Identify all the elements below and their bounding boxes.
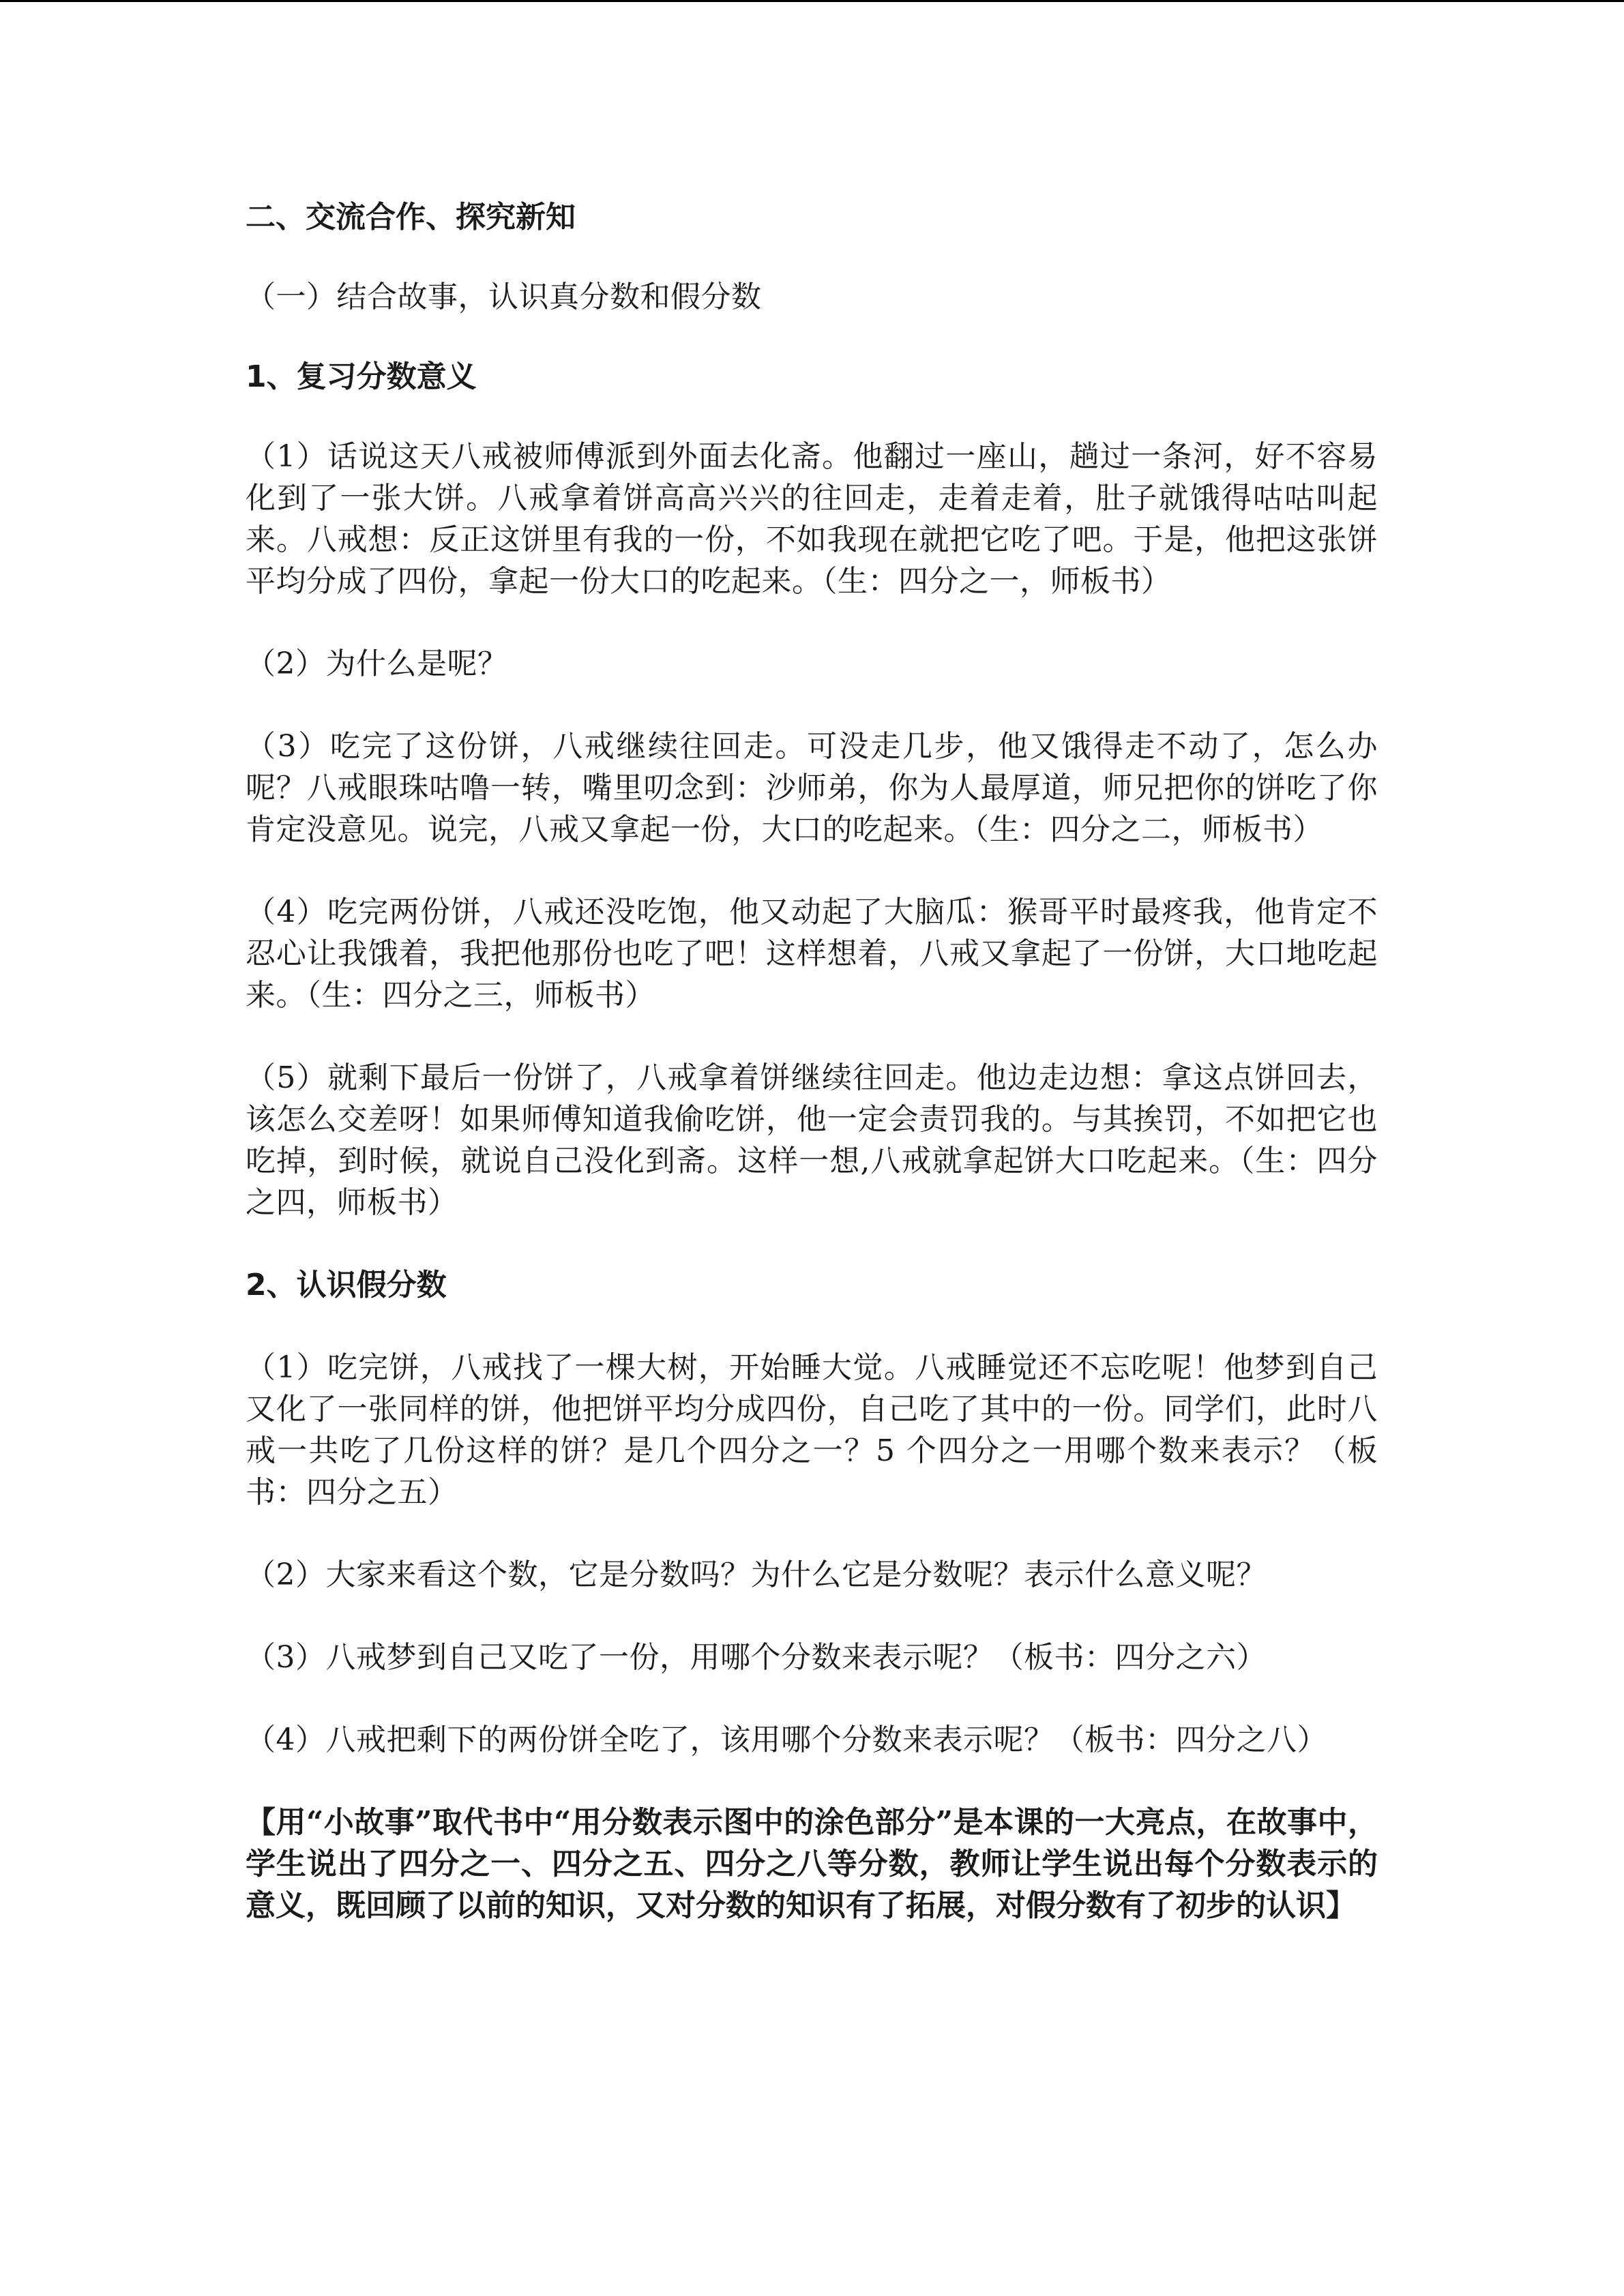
- part-2-item-3: （3）八戒梦到自己又吃了一份，用哪个分数来表示呢？（板书：四分之六）: [246, 1640, 1267, 1675]
- part-1-item-1: （1）话说这天八戒被师傅派到外面去化斋。他翻过一座山，趟过一条河，好不容易化到了一张大饼。八戒拿着饼高高兴兴的往回走，走着走着，肚子就饿得咕咕叫起来。八戒想：反正这饼里有我的一份，不如我现在就把它吃了吧。于是，他把这张饼平均分成了四份，拿起一份大口的吃起来。（生：四分之一，师板书）: [246, 439, 1378, 599]
- part-1-item-2: （2）为什么是呢？: [246, 646, 508, 681]
- section-title: 二、交流合作、探究新知: [246, 200, 576, 235]
- part-2-item-2: （2）大家来看这个数，它是分数吗？为什么它是分数呢？表示什么意义呢？: [246, 1557, 1267, 1592]
- part-1-item-5: （5）就剩下最后一份饼了，八戒拿着饼继续往回走。他边走边想：拿这点饼回去，该怎么交差呀！如果师傅知道我偷吃饼，他一定会责罚我的。与其挨罚，不如把它也吃掉，到时候，就说自己没化到斋。这样一想,八戒就拿起饼大口吃起来。（生：四分之四，师板书）: [246, 1060, 1378, 1220]
- teacher-commentary: 【用“小故事”取代书中“用分数表示图中的涂色部分”是本课的一大亮点，在故事中，学生说出了四分之一、四分之五、四分之八等分数，教师让学生说出每个分数表示的意义，既回顾了以前的知识，又对分数的知识有了拓展，对假分数有了初步的认识】: [246, 1805, 1378, 1923]
- subsection-title: （一）结合故事，认识真分数和假分数: [246, 280, 762, 314]
- part-2-item-1: （1）吃完饼，八戒找了一棵大树，开始睡大觉。八戒睡觉还不忘吃呢！他梦到自己又化了一张同样的饼，他把饼平均分成四份，自己吃了其中的一份。同学们，此时八戒一共吃了几份这样的饼？是几个四分之一？5 个四分之一用哪个数来表示？（板书：四分之五）: [246, 1350, 1378, 1510]
- part-1-item-4: （4）吃完两份饼，八戒还没吃饱，他又动起了大脑瓜：猴哥平时最疼我，他肯定不忍心让我饿着，我把他那份也吃了吧！这样想着，八戒又拿起了一份饼，大口地吃起来。（生：四分之三，师板书）: [246, 895, 1378, 1013]
- part-2-item-4: （4）八戒把剩下的两份饼全吃了，该用哪个分数来表示呢？（板书：四分之八）: [246, 1723, 1327, 1757]
- part-2-title: 2、认识假分数: [246, 1268, 447, 1302]
- part-1-item-3: （3）吃完了这份饼，八戒继续往回走。可没走几步，他又饿得走不动了，怎么办呢？八戒眼珠咕噜一转，嘴里叨念到：沙师弟，你为人最厚道，师兄把你的饼吃了你肯定没意见。说完，八戒又拿起一份，大口的吃起来。（生：四分之二，师板书）: [246, 729, 1378, 847]
- part-1-title: 1、复习分数意义: [246, 359, 477, 394]
- document-page: [246, 196, 1378, 1926]
- page-top-border: [0, 0, 1624, 2]
